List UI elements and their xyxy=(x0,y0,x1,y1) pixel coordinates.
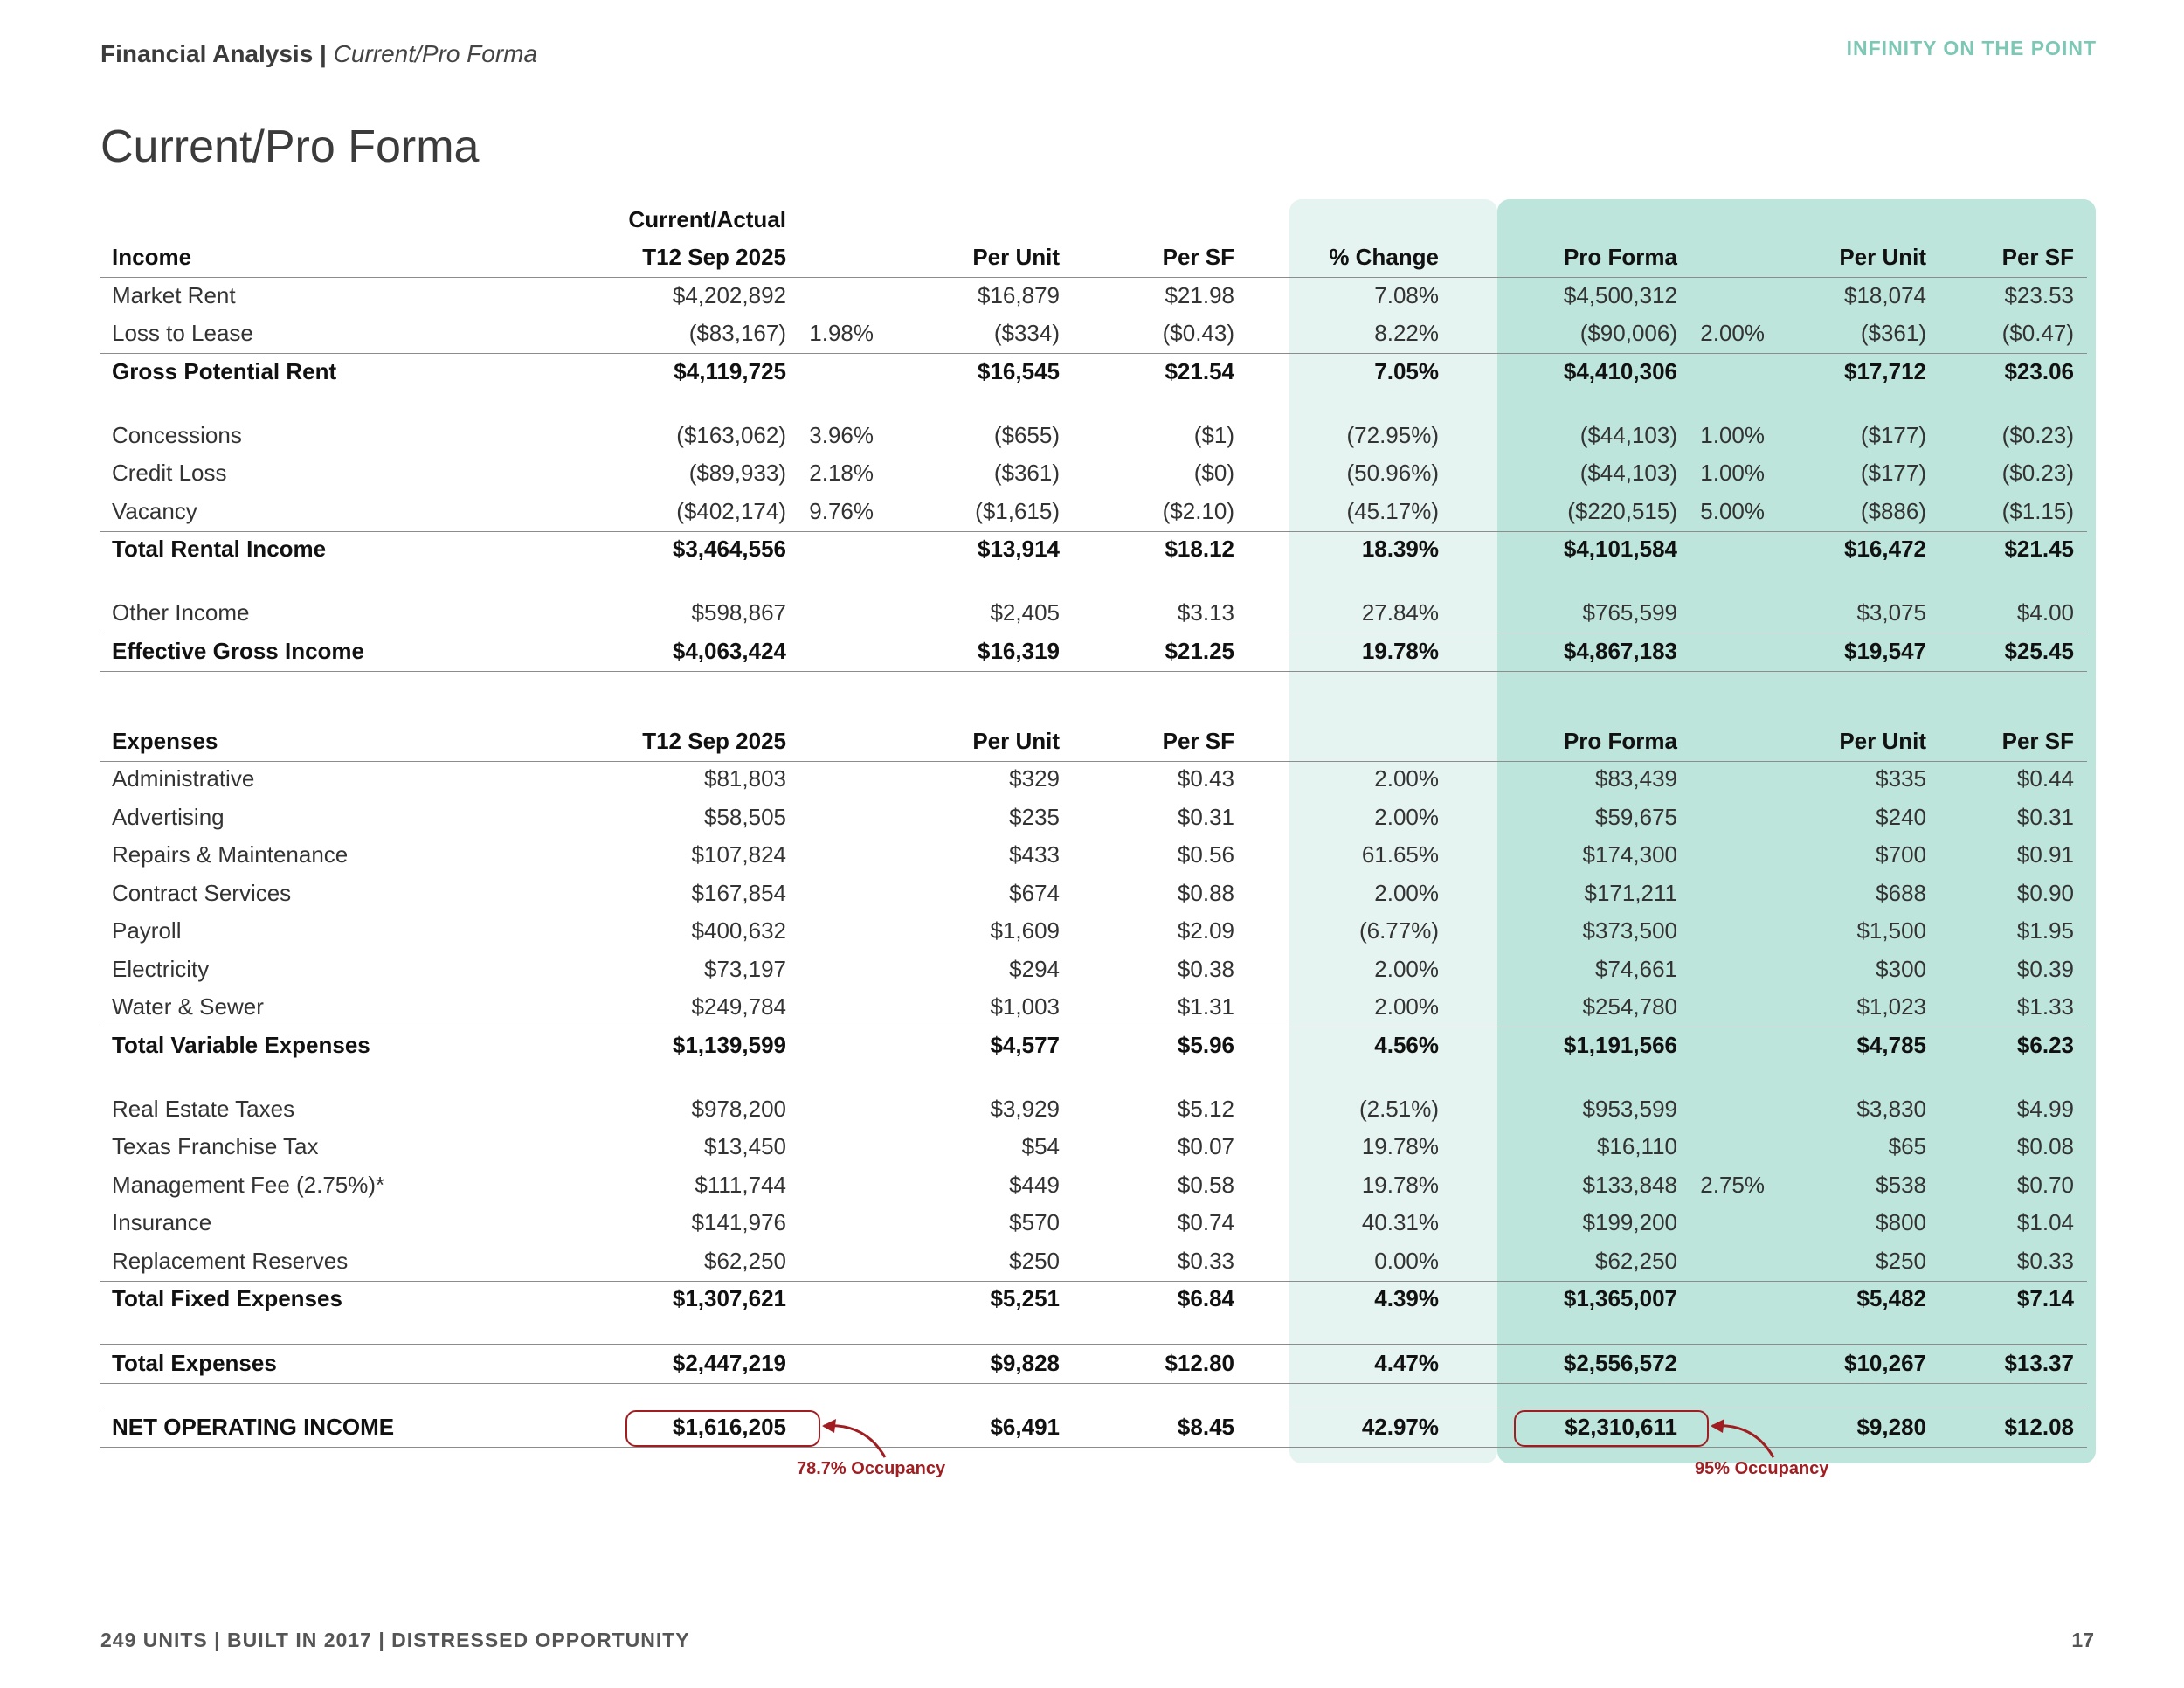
row-label: Total Variable Expenses xyxy=(112,1031,370,1058)
table-cell: Per Unit xyxy=(972,243,1060,270)
table-cell: $107,824 xyxy=(691,841,786,868)
row-label: Payroll xyxy=(112,917,182,944)
table-cell: $254,780 xyxy=(1582,993,1677,1020)
row-label: Water & Sewer xyxy=(112,993,264,1020)
table-cell: $9,280 xyxy=(1856,1413,1926,1440)
table-cell: $2,310,611 xyxy=(1565,1413,1677,1440)
table-cell: $10,267 xyxy=(1844,1349,1926,1376)
table-cell: $3.13 xyxy=(1177,598,1234,626)
table-cell: $4,410,306 xyxy=(1563,357,1677,384)
table-cell: ($163,062) xyxy=(676,421,786,448)
table-cell: 8.22% xyxy=(1374,319,1439,346)
table-cell: $373,500 xyxy=(1582,917,1677,944)
table-row xyxy=(100,1242,2087,1282)
table-row xyxy=(100,594,2087,633)
table-cell: $0.39 xyxy=(2016,955,2074,982)
table-row xyxy=(100,799,2087,837)
table-row xyxy=(100,1090,2087,1129)
table-cell: $1.95 xyxy=(2016,917,2074,944)
table-cell: ($177) xyxy=(1860,459,1926,486)
table-cell: $16,545 xyxy=(978,357,1060,384)
table-cell: $4,119,725 xyxy=(674,357,786,384)
row-label: Other Income xyxy=(112,598,250,626)
table-cell: $17,712 xyxy=(1844,357,1926,384)
table-cell: % Change xyxy=(1329,243,1439,270)
table-cell: $16,472 xyxy=(1844,535,1926,562)
table-cell: Per Unit xyxy=(1839,243,1926,270)
table-cell: $953,599 xyxy=(1582,1095,1677,1122)
table-cell: $13.37 xyxy=(2004,1349,2074,1376)
table-cell: $73,197 xyxy=(704,955,786,982)
table-cell: $3,464,556 xyxy=(672,535,786,562)
table-cell: $674 xyxy=(1009,879,1060,906)
table-cell: $12.08 xyxy=(2004,1413,2074,1440)
table-cell: ($0.43) xyxy=(1162,319,1234,346)
table-row xyxy=(100,836,2087,875)
table-cell: 5.00% xyxy=(1700,497,1765,524)
table-cell: $21.54 xyxy=(1165,357,1234,384)
table-cell: $0.38 xyxy=(1177,955,1234,982)
table-cell: $16,879 xyxy=(978,281,1060,308)
table-cell: $62,250 xyxy=(1595,1247,1677,1274)
table-cell: $5,251 xyxy=(990,1284,1060,1311)
table-cell: $4,867,183 xyxy=(1563,637,1677,664)
table-cell: $4.99 xyxy=(2016,1095,2074,1122)
table-cell: $1,023 xyxy=(1856,993,1926,1020)
table-cell: ($0.23) xyxy=(2001,421,2074,448)
table-cell: $0.08 xyxy=(2016,1132,2074,1159)
table-cell: $16,110 xyxy=(1596,1132,1677,1159)
table-cell: $12.80 xyxy=(1165,1349,1234,1376)
table-cell: $111,744 xyxy=(695,1171,786,1198)
row-label: Insurance xyxy=(112,1208,212,1235)
table-cell: $2,556,572 xyxy=(1563,1349,1677,1376)
table-cell: $1.04 xyxy=(2016,1208,2074,1235)
row-label: Loss to Lease xyxy=(112,319,253,346)
table-row xyxy=(100,417,2087,455)
table-row xyxy=(100,875,2087,913)
table-cell: ($44,103) xyxy=(1579,459,1677,486)
table-cell: $598,867 xyxy=(691,598,786,626)
row-label: Vacancy xyxy=(112,497,197,524)
table-cell: $19,547 xyxy=(1844,637,1926,664)
table-row xyxy=(100,454,2087,493)
table-cell: $0.56 xyxy=(1177,841,1234,868)
table-row xyxy=(100,912,2087,951)
table-header-row xyxy=(100,239,2087,278)
table-cell: $59,675 xyxy=(1595,803,1677,830)
table-cell: $2.09 xyxy=(1177,917,1234,944)
row-label: Effective Gross Income xyxy=(112,637,364,664)
table-cell: $9,828 xyxy=(990,1349,1060,1376)
table-cell: $21.25 xyxy=(1165,637,1234,664)
table-cell: Current/Actual xyxy=(628,205,786,232)
table-cell: Pro Forma xyxy=(1563,243,1677,270)
table-cell: 2.00% xyxy=(1374,764,1439,792)
table-cell: 1.98% xyxy=(809,319,874,346)
table-cell: $250 xyxy=(1009,1247,1060,1274)
table-header-row xyxy=(100,723,2087,762)
table-cell: ($1) xyxy=(1193,421,1234,448)
table-cell: $700 xyxy=(1876,841,1926,868)
table-cell: 19.78% xyxy=(1361,1132,1439,1159)
table-cell: $800 xyxy=(1876,1208,1926,1235)
table-cell: 7.05% xyxy=(1374,357,1439,384)
table-cell: $250 xyxy=(1876,1247,1926,1274)
table-cell: ($220,515) xyxy=(1567,497,1677,524)
table-cell: $0.70 xyxy=(2016,1171,2074,1198)
table-cell: $1.33 xyxy=(2016,993,2074,1020)
table-cell: ($90,006) xyxy=(1579,319,1677,346)
table-cell: Per SF xyxy=(1162,727,1234,754)
table-cell: ($655) xyxy=(993,421,1060,448)
table-row xyxy=(100,1280,2087,1318)
table-cell: $249,784 xyxy=(691,993,786,1020)
table-cell: $538 xyxy=(1876,1171,1926,1198)
table-cell: $62,250 xyxy=(704,1247,786,1274)
table-cell: $23.53 xyxy=(2004,281,2074,308)
table-cell: (2.51%) xyxy=(1358,1095,1439,1122)
table-cell: 3.96% xyxy=(809,421,874,448)
row-label: Expenses xyxy=(112,727,218,754)
row-label: Texas Franchise Tax xyxy=(112,1132,319,1159)
brand-name: INFINITY ON THE POINT xyxy=(1846,37,2097,59)
table-cell: $978,200 xyxy=(691,1095,786,1122)
table-cell: 2.00% xyxy=(1374,955,1439,982)
table-cell: $23.06 xyxy=(2004,357,2074,384)
table-cell: $83,439 xyxy=(1595,764,1677,792)
table-cell: $0.91 xyxy=(2016,841,2074,868)
table-cell: $1,139,599 xyxy=(672,1031,786,1058)
table-cell: $0.33 xyxy=(2016,1247,2074,1274)
table-cell: $2,405 xyxy=(990,598,1060,626)
table-cell: T12 Sep 2025 xyxy=(642,243,786,270)
table-cell: $1,609 xyxy=(990,917,1060,944)
table-cell: $240 xyxy=(1876,803,1926,830)
table-cell: $13,914 xyxy=(978,535,1060,562)
table-cell: $25.45 xyxy=(2004,637,2074,664)
noi-current-highlight xyxy=(625,1410,820,1447)
table-cell: $4,101,584 xyxy=(1563,535,1677,562)
table-cell: 2.00% xyxy=(1374,993,1439,1020)
table-cell: Pro Forma xyxy=(1563,727,1677,754)
table-cell: 1.00% xyxy=(1700,421,1765,448)
table-cell: $400,632 xyxy=(691,917,786,944)
table-cell: $16,319 xyxy=(978,637,1060,664)
table-cell: $570 xyxy=(1009,1208,1060,1235)
table-cell: 9.76% xyxy=(809,497,874,524)
table-row xyxy=(100,353,2087,391)
table-cell: ($2.10) xyxy=(1162,497,1234,524)
table-cell: ($0.47) xyxy=(2001,319,2074,346)
table-cell: $174,300 xyxy=(1582,841,1677,868)
row-label: Market Rent xyxy=(112,281,236,308)
table-cell: 4.56% xyxy=(1374,1031,1439,1058)
table-cell: $58,505 xyxy=(704,803,786,830)
table-row xyxy=(100,1027,2087,1065)
table-cell: $1,500 xyxy=(1856,917,1926,944)
table-row xyxy=(100,760,2087,799)
table-cell: $0.31 xyxy=(2016,803,2074,830)
table-cell: $1,191,566 xyxy=(1563,1031,1677,1058)
table-cell: $6.84 xyxy=(1177,1284,1234,1311)
table-cell: 2.00% xyxy=(1374,803,1439,830)
table-cell: ($361) xyxy=(1860,319,1926,346)
row-label: Management Fee (2.75%)* xyxy=(112,1171,385,1198)
row-label: Repairs & Maintenance xyxy=(112,841,349,868)
table-cell: $21.98 xyxy=(1165,281,1234,308)
row-label: Contract Services xyxy=(112,879,292,906)
row-label: Replacement Reserves xyxy=(112,1247,349,1274)
table-cell: ($361) xyxy=(993,459,1060,486)
row-label: Income xyxy=(112,243,192,270)
table-cell: $54 xyxy=(1021,1132,1060,1159)
row-label: Advertising xyxy=(112,803,225,830)
table-cell: $0.33 xyxy=(1177,1247,1234,1274)
row-label: Total Fixed Expenses xyxy=(112,1284,342,1311)
row-label: Real Estate Taxes xyxy=(112,1095,295,1122)
table-cell: $1,003 xyxy=(990,993,1060,1020)
table-cell: ($334) xyxy=(993,319,1060,346)
table-cell: ($89,933) xyxy=(688,459,786,486)
table-cell: $81,803 xyxy=(704,764,786,792)
table-cell: $8.45 xyxy=(1177,1413,1234,1440)
table-cell: 4.47% xyxy=(1374,1349,1439,1376)
table-cell: $0.74 xyxy=(1177,1208,1234,1235)
table-cell: 27.84% xyxy=(1361,598,1439,626)
table-row xyxy=(100,493,2087,532)
table-cell: 2.00% xyxy=(1700,319,1765,346)
row-label: Total Expenses xyxy=(112,1349,277,1376)
table-cell: $6,491 xyxy=(990,1413,1060,1440)
table-cell: 2.75% xyxy=(1700,1171,1765,1198)
table-cell: $765,599 xyxy=(1582,598,1677,626)
table-row xyxy=(100,951,2087,989)
table-cell: 19.78% xyxy=(1361,637,1439,664)
row-label: Credit Loss xyxy=(112,459,227,486)
table-cell: ($886) xyxy=(1860,497,1926,524)
table-cell: $2,447,219 xyxy=(672,1349,786,1376)
table-cell: $3,830 xyxy=(1856,1095,1926,1122)
table-cell: $0.44 xyxy=(2016,764,2074,792)
table-cell: $4,063,424 xyxy=(672,637,786,664)
row-label: Administrative xyxy=(112,764,255,792)
table-cell: $13,450 xyxy=(704,1132,786,1159)
table-cell: 2.00% xyxy=(1374,879,1439,906)
table-cell: (72.95%) xyxy=(1346,421,1439,448)
row-label: NET OPERATING INCOME xyxy=(112,1413,395,1440)
proforma-occupancy-note: 95% Occupancy xyxy=(1695,1459,1829,1478)
table-cell: $141,976 xyxy=(691,1208,786,1235)
row-label: Concessions xyxy=(112,421,242,448)
table-cell: $433 xyxy=(1009,841,1060,868)
table-header-row xyxy=(100,201,2087,239)
table-cell: (6.77%) xyxy=(1358,917,1439,944)
footer-tagline: 249 UNITS | BUILT IN 2017 | DISTRESSED OPPORTUNITY xyxy=(100,1629,690,1651)
table-cell: $0.90 xyxy=(2016,879,2074,906)
table-cell: $688 xyxy=(1876,879,1926,906)
table-cell: ($0.23) xyxy=(2001,459,2074,486)
table-cell: ($0) xyxy=(1193,459,1234,486)
table-cell: $449 xyxy=(1009,1171,1060,1198)
table-cell: $3,075 xyxy=(1856,598,1926,626)
table-cell: 1.00% xyxy=(1700,459,1765,486)
header-section-title: Financial Analysis | xyxy=(100,40,327,67)
row-label: Total Rental Income xyxy=(112,535,327,562)
table-cell: $171,211 xyxy=(1584,879,1677,906)
table-row xyxy=(100,315,2087,354)
table-cell: $18.12 xyxy=(1165,535,1234,562)
table-cell: $1,616,205 xyxy=(672,1413,786,1440)
table-cell: $0.58 xyxy=(1177,1171,1234,1198)
table-cell: $4,202,892 xyxy=(672,281,786,308)
table-cell: 18.39% xyxy=(1361,535,1439,562)
table-cell: $0.43 xyxy=(1177,764,1234,792)
table-cell: ($177) xyxy=(1860,421,1926,448)
table-cell: $329 xyxy=(1009,764,1060,792)
table-cell: $294 xyxy=(1009,955,1060,982)
table-row xyxy=(100,1344,2087,1384)
table-cell: $74,661 xyxy=(1595,955,1677,982)
table-cell: $0.88 xyxy=(1177,879,1234,906)
table-cell: $65 xyxy=(1888,1132,1926,1159)
table-cell: 4.39% xyxy=(1374,1284,1439,1311)
table-cell: $18,074 xyxy=(1844,281,1926,308)
table-cell: Per SF xyxy=(2001,727,2074,754)
table-cell: (45.17%) xyxy=(1346,497,1439,524)
current-occupancy-note: 78.7% Occupancy xyxy=(797,1459,946,1478)
table-cell: $4.00 xyxy=(2016,598,2074,626)
page-title: Current/Pro Forma xyxy=(100,121,480,172)
table-row xyxy=(100,633,2087,672)
table-cell: (50.96%) xyxy=(1346,459,1439,486)
table-cell: $21.45 xyxy=(2004,535,2074,562)
table-cell: $300 xyxy=(1876,955,1926,982)
table-cell: $3,929 xyxy=(990,1095,1060,1122)
table-cell: 42.97% xyxy=(1361,1413,1439,1440)
table-cell: Per SF xyxy=(1162,243,1234,270)
table-cell: $167,854 xyxy=(691,879,786,906)
header-subsection: Current/Pro Forma xyxy=(333,40,538,67)
table-cell: $335 xyxy=(1876,764,1926,792)
table-cell: ($402,174) xyxy=(676,497,786,524)
table-cell: $1.31 xyxy=(1177,993,1234,1020)
table-cell: $4,785 xyxy=(1856,1031,1926,1058)
row-label: Electricity xyxy=(112,955,210,982)
table-cell: Per SF xyxy=(2001,243,2074,270)
table-cell: $5,482 xyxy=(1856,1284,1926,1311)
table-cell: $235 xyxy=(1009,803,1060,830)
row-label: Gross Potential Rent xyxy=(112,357,337,384)
table-cell: 7.08% xyxy=(1374,281,1439,308)
table-cell: $4,577 xyxy=(990,1031,1060,1058)
table-row xyxy=(100,1166,2087,1205)
table-cell: $5.96 xyxy=(1177,1031,1234,1058)
table-cell: $0.07 xyxy=(1177,1132,1234,1159)
table-cell: ($1.15) xyxy=(2001,497,2074,524)
table-cell: ($44,103) xyxy=(1579,421,1677,448)
table-row xyxy=(100,988,2087,1027)
table-row xyxy=(100,1204,2087,1242)
table-cell: Per Unit xyxy=(972,727,1060,754)
table-cell: Per Unit xyxy=(1839,727,1926,754)
table-cell: $4,500,312 xyxy=(1563,281,1677,308)
table-cell: 19.78% xyxy=(1361,1171,1439,1198)
table-cell: ($1,615) xyxy=(975,497,1060,524)
table-row xyxy=(100,1128,2087,1166)
page-number: 17 xyxy=(2071,1629,2094,1651)
table-cell: $5.12 xyxy=(1177,1095,1234,1122)
table-cell: $1,365,007 xyxy=(1563,1284,1677,1311)
table-cell: 2.18% xyxy=(809,459,874,486)
table-cell: $133,848 xyxy=(1582,1171,1677,1198)
table-cell: $6.23 xyxy=(2016,1031,2074,1058)
table-row xyxy=(100,530,2087,569)
table-cell: 0.00% xyxy=(1374,1247,1439,1274)
table-cell: $7.14 xyxy=(2016,1284,2074,1311)
table-cell: ($83,167) xyxy=(688,319,786,346)
table-cell: 40.31% xyxy=(1361,1208,1439,1235)
table-cell: $199,200 xyxy=(1582,1208,1677,1235)
table-cell: T12 Sep 2025 xyxy=(642,727,786,754)
noi-proforma-highlight xyxy=(1514,1410,1709,1447)
table-cell: 61.65% xyxy=(1361,841,1439,868)
table-cell: $0.31 xyxy=(1177,803,1234,830)
table-cell: $1,307,621 xyxy=(672,1284,786,1311)
table-row xyxy=(100,277,2087,315)
